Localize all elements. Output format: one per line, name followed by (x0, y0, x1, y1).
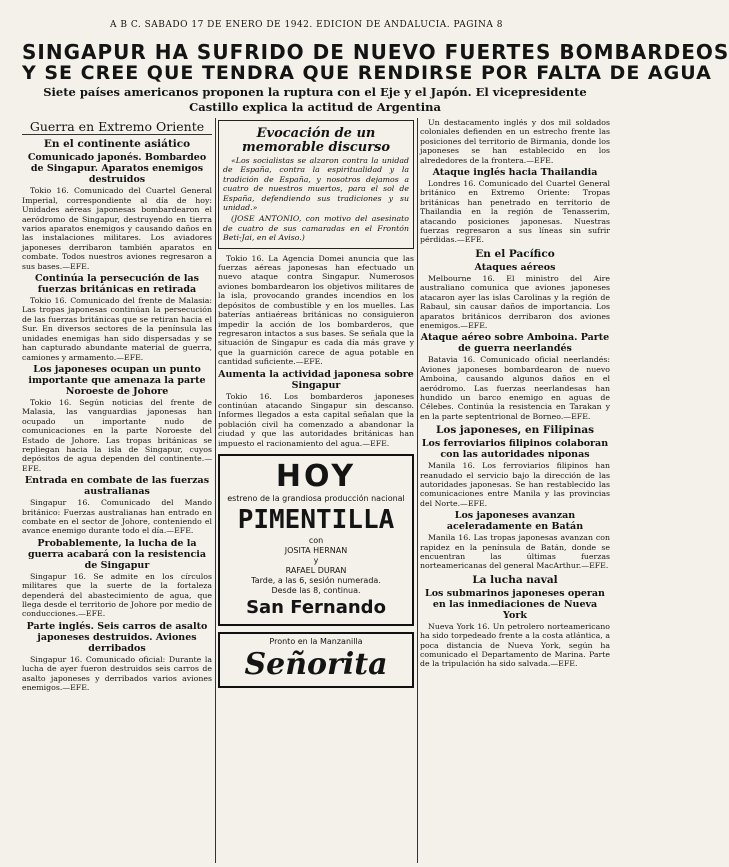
column-left (22, 118, 212, 863)
ad-actor: RAFAEL DURAN (285, 565, 347, 575)
article-heading: Los japoneses ocupan un punto importante que amenaza la parte Noroeste de Johore (28, 363, 206, 397)
article-heading: Ataques aéreos (474, 261, 556, 273)
section-title: Guerra en Extremo Oriente (22, 122, 212, 135)
article-text: Singapur 16. Comunicado del Mando británico: Fuerzas australianas han entrado en combate en el sector de Johore, conteniendo el avance enemigo durante todo el día.—EFE. (22, 498, 212, 536)
ad-film-title: Señorita (244, 646, 388, 682)
section-heading: La lucha naval (472, 573, 558, 586)
article-text: Manila 16. Los ferroviarios filipinos han reanudado el servicio bajo la dirección de las autoridades japonesas. Se han restablecido las comunicaciones entre Manila y las provincias del Norte.—EFE. (420, 461, 610, 508)
article-text: Singapur 16. Se admite en los círculos militares que la suerte de la fortaleza dependerá del abastecimiento de agua, que llega desde el territorio de Johore por medio de conducciones.—EFE. (22, 571, 212, 619)
article-heading: En el continente asiático (43, 138, 191, 151)
headline-line-2: Y SE CREE QUE TENDRA QUE RENDIRSE POR FALTA DE AGUA (22, 62, 712, 84)
article-text: Nueva York 16. Un petrolero norteamericano ha sido torpedeado frente a la costa atlántica, a poca distancia de Nueva York, según ha comunicado el Departamento de Marina. Parte de la tripulación ha sido salvada.—EFE. (420, 621, 610, 669)
article-heading: Ataque inglés hacia Thailandia (432, 167, 598, 179)
section-heading: Los japoneses, en Filipinas (435, 424, 595, 437)
article-heading: Ataque aéreo sobre Amboina. Parte de guerra neerlandés (420, 332, 610, 355)
quote-box (218, 120, 414, 249)
ad-theatre: San Fernando (246, 596, 386, 618)
article-heading: Aumenta la actividad japonesa sobre Singapur (218, 368, 414, 391)
ad-film-title: PIMENTILLA (237, 504, 395, 535)
article-text: Manila 16. Las tropas japonesas avanzan con rapidez en la península de Batán, donde se encuentran las últimas fuerzas norteamericanas del general MacArthur.—EFE. (420, 533, 610, 571)
article-heading: Parte inglés. Seis carros de asalto japoneses destruidos. Aviones derribados (26, 620, 208, 654)
ad-text: Tarde, a las 6, sesión numerada. (251, 575, 381, 585)
column-center (218, 118, 414, 863)
running-head: A B C. SABADO 17 DE ENERO DE 1942. EDICION DE ANDALUCIA. PAGINA 8 (110, 20, 503, 30)
subheadline: Siete países americanos proponen la ruptura con el Eje y el Japón. El vicepresidente Castillo explica la actitud de Argentina (43, 85, 587, 114)
article-text: Melbourne 16. El ministro del Aire australiano comunica que aviones japoneses atacaron ayer las islas Carolinas y la región de Rabaul, sin causar daños de importancia. Los aparatos británicos derribaron dos aviones enemigos.—EFE. (420, 273, 610, 330)
ad-actor: JOSITA HERNAN (284, 545, 348, 555)
ad-today: HOY (275, 458, 357, 494)
quote-box-title: Evocación de un memorable discurso (241, 126, 391, 155)
article-heading: Probablemente, la lucha de la guerra acabará con la resistencia de Singapur (27, 537, 207, 571)
article-heading: Los submarinos japoneses operan en las inmediaciones de Nueva York (425, 587, 605, 621)
ad-text: con (308, 535, 324, 545)
article-subheading: Comunicado japonés. Bombardeo de Singapur. Aparatos enemigos destruidos (27, 152, 207, 186)
column-rule (215, 118, 216, 863)
article-text: Tokio 16. Comunicado del frente de Malasia: Las tropas japonesas continúan la persecución de las fuerzas británicas que se retiran hacia el Sur. En diversos sectores de la península las unidades enemigas han sido dispersadas y se han capturado abundante material de guerra, camiones y armamento.—EFE. (22, 296, 212, 362)
article-text: Tokio 16. Comunicado del Cuartel General Imperial, correspondiente al día de hoy: Unidades aéreas japonesas bombardearon el aeródromo de Singapur, destruyendo en tierra varios aparatos enemigos y causando daños en las instalaciones militares. Los aviadores japoneses derribaron también aparatos en combate. Todos nuestros aviones regresaron a sus bases.—EFE. (22, 186, 212, 271)
article-text: Tokio 16. Según noticias del frente de Malasia, las vanguardias japonesas han ocupado un importante nudo de comunicaciones en la parte Noroeste del Estado de Johore. Las tropas británicas se repliegan hacia la isla de Singapur, cuyos depósitos de agua dependen del continente.—EFE. (22, 397, 212, 473)
ad-text: Pronto en la Manzanilla (269, 636, 363, 646)
cinema-advertisement (218, 454, 414, 626)
column-rule (417, 118, 418, 863)
article-heading: Los japoneses avanzan aceleradamente en Batán (446, 510, 584, 533)
quote-attribution: (JOSE ANTONIO, con motivo del asesinato de cuatro de sus camaradas en el Frontón Beti-Jai, en el Aviso.) (223, 214, 409, 243)
article-text: Un destacamento inglés y dos mil soldados coloniales defienden en un estrecho frente las posiciones del territorio de Birmania, donde los japoneses se han establecido en los alrededores de la frontera.—EFE. (420, 118, 610, 165)
ad-text: Desde las 8, continua. (271, 585, 361, 595)
section-heading: En el Pacífico (475, 247, 555, 260)
ad-text: estreno de la grandiosa producción nacional (227, 493, 405, 503)
article-text: Londres 16. Comunicado del Cuartel General británico en Extremo Oriente: Tropas británicas han penetrado en territorio de Thailandia en la región de Tenasserim, atacando posiciones japonesas. Nuestras fuerzas regresaron a sus líneas sin sufrir pérdidas.—EFE. (420, 179, 610, 245)
article-heading: Entrada en combate de las fuerzas australianas (24, 475, 210, 498)
column-right (420, 118, 610, 863)
headline-line-1: SINGAPUR HA SUFRIDO DE NUEVO FUERTES BOMBARDEOS (22, 40, 729, 64)
ad-text: y (313, 555, 319, 565)
article-text: Tokio 16. La Agencia Domei anuncia que las fuerzas aéreas japonesas han efectuado un nuevo ataque contra Singapur. Numerosos aviones bombardearon los objetivos militares de la isla, provocando grandes incendios en los depósitos de combustible y en los muelles. Las baterías antiaéreas británicas no consiguieron impedir la acción de los bombarderos, que regresaron intactos a sus bases. Se señala que la situación de Singapur es cada día más grave y que la guarnición carece de agua potable en cantidad suficiente.—EFE. (218, 253, 414, 367)
quote-text: «Los socialistas se alzaron contra la unidad de España, contra la espiritualidad y la tradición de España, y nosotros dejamos a cuatro de nuestros muertos, para el sol de España, defendiendo sus tradiciones y su unidad.» (223, 156, 409, 213)
article-text: Batavia 16. Comunicado oficial neerlandés: Aviones japoneses bombardearon de nuevo Amboina, causando algunos daños en el aeródromo. Las fuerzas neerlandesas han hundido un barco enemigo en aguas de Célebes. Continúa la resistencia en Tarakan y en la parte septentrional de Borneo.—EFE. (420, 355, 610, 421)
article-heading: Los ferroviarios filipinos colaboran con las autoridades niponas (421, 438, 609, 461)
article-heading: Continúa la persecución de las fuerzas británicas en retirada (35, 273, 199, 296)
article-text: Singapur 16. Comunicado oficial: Durante la lucha de ayer fueron destruidos seis carros de asalto japoneses y derribados varios aviones enemigos.—EFE. (22, 654, 212, 693)
article-text: Tokio 16. Los bombarderos japoneses continúan atacando Singapur sin descanso. Informes llegados a esta capital señalan que la población civil ha comenzado a abandonar la ciudad y que las autoridades británicas han impuesto el racionamiento del agua.—EFE. (218, 391, 414, 448)
second-advertisement (218, 632, 414, 688)
